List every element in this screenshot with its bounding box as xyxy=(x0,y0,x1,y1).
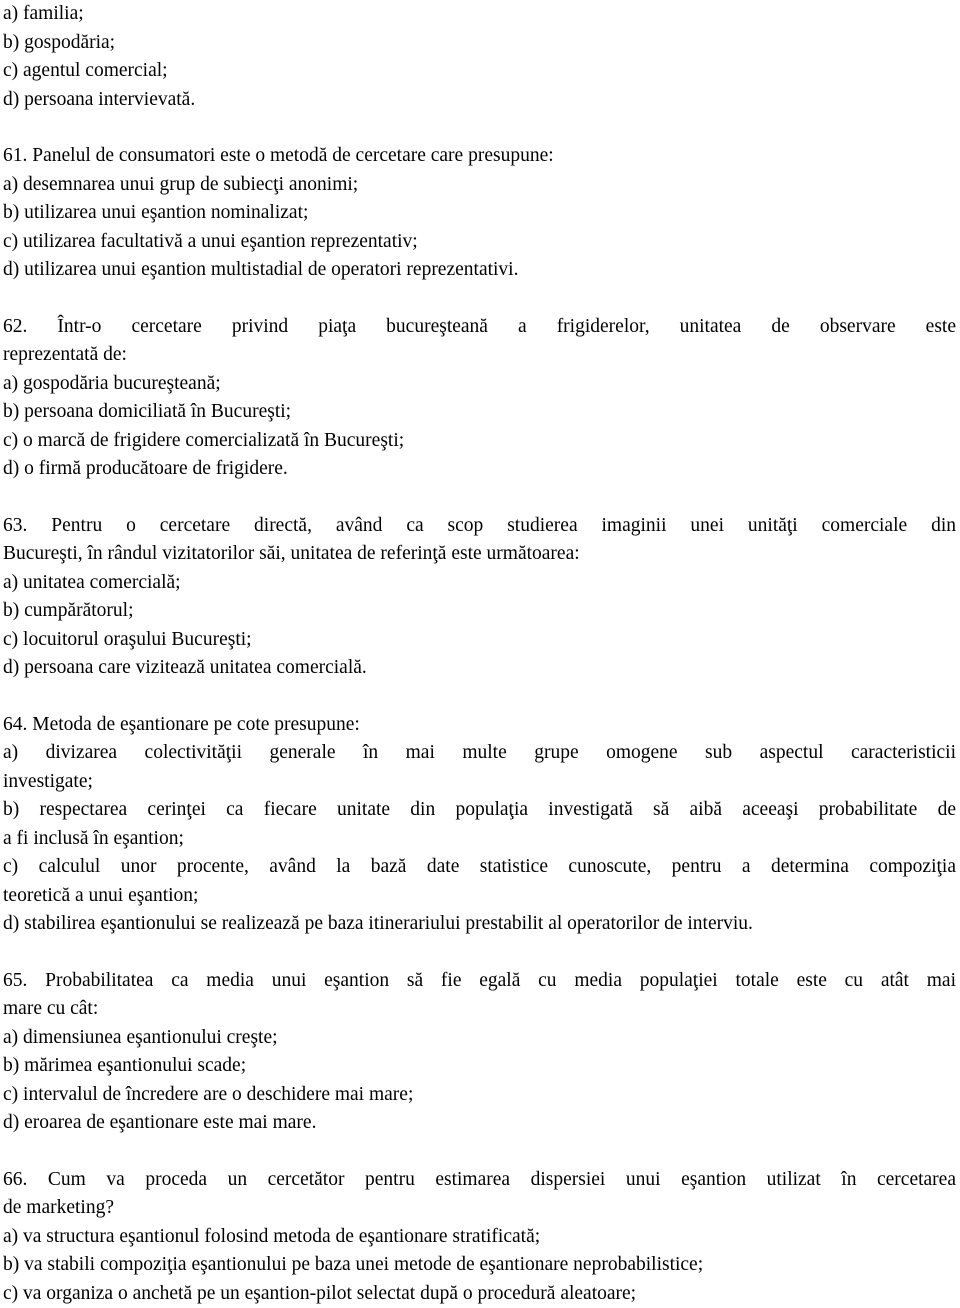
paragraph-gap xyxy=(3,484,956,512)
text-line: b) mărimea eşantionului scade; xyxy=(3,1052,956,1081)
text-line: reprezentată de: xyxy=(3,341,956,370)
text-line: a) dimensiunea eşantionului creşte; xyxy=(3,1024,956,1053)
text-line: a) va structura eşantionul folosind metoda de eşantionare stratificată; xyxy=(3,1223,956,1252)
paragraph-gap xyxy=(3,1138,956,1166)
question-text-line: 65. Probabilitatea ca media unui eşantion să fie egală cu media populaţiei totale este cu atât mai xyxy=(3,967,956,996)
text-line: a fi inclusă în eşantion; xyxy=(3,825,956,854)
text-line: c) intervalul de încredere are o deschidere mai mare; xyxy=(3,1081,956,1110)
text-line: c) utilizarea facultativă a unui eşantion reprezentativ; xyxy=(3,228,956,257)
text-line: de marketing? xyxy=(3,1194,956,1223)
text-line: teoretică a unui eşantion; xyxy=(3,882,956,911)
paragraph-gap xyxy=(3,683,956,711)
question-text-line: 66. Cum va proceda un cercetător pentru estimarea dispersiei unui eşantion utilizat în cercetarea xyxy=(3,1166,956,1195)
question-block xyxy=(3,142,956,285)
question-block xyxy=(3,0,956,114)
question-text-line: 64. Metoda de eşantionare pe cote presupune: xyxy=(3,711,956,740)
text-line: c) va organiza o anchetă pe un eşantion-pilot selectat după o procedură aleatoare; xyxy=(3,1280,956,1308)
question-block xyxy=(3,1166,956,1308)
question-text-line: a) familia; xyxy=(3,0,956,29)
text-line: d) persoana care vizitează unitatea comercială. xyxy=(3,654,956,683)
text-line: a) desemnarea unui grup de subiecţi anonimi; xyxy=(3,171,956,200)
text-line: c) locuitorul oraşului Bucureşti; xyxy=(3,626,956,655)
question-block xyxy=(3,512,956,683)
text-line: b) cumpărătorul; xyxy=(3,597,956,626)
question-text-line: 62. Într-o cercetare privind piaţa bucureşteană a frigiderelor, unitatea de observare este xyxy=(3,313,956,342)
text-line: c) agentul comercial; xyxy=(3,57,956,86)
text-line: c) calculul unor procente, având la bază date statistice cunoscute, pentru a determina compoziţia xyxy=(3,853,956,882)
document-page xyxy=(3,0,956,1308)
text-line: b) respectarea cerinţei ca fiecare unitate din populaţia investigată să aibă aceeaşi probabilitate de xyxy=(3,796,956,825)
text-line: b) persoana domiciliată în Bucureşti; xyxy=(3,398,956,427)
text-line: investigate; xyxy=(3,768,956,797)
text-line: Bucureşti, în rândul vizitatorilor săi, unitatea de referinţă este următoarea: xyxy=(3,540,956,569)
question-text-line: 61. Panelul de consumatori este o metodă de cercetare care presupune: xyxy=(3,142,956,171)
paragraph-gap xyxy=(3,114,956,142)
question-block xyxy=(3,313,956,484)
text-line: d) o firmă producătoare de frigidere. xyxy=(3,455,956,484)
question-block xyxy=(3,711,956,939)
question-block xyxy=(3,967,956,1138)
text-line: a) unitatea comercială; xyxy=(3,569,956,598)
text-line: b) va stabili compoziţia eşantionului pe baza unei metode de eşantionare neprobabilistice; xyxy=(3,1251,956,1280)
text-line: d) eroarea de eşantionare este mai mare. xyxy=(3,1109,956,1138)
question-text-line: 63. Pentru o cercetare directă, având ca scop studierea imaginii unei unităţi comerciale din xyxy=(3,512,956,541)
text-line: a) divizarea colectivităţii generale în mai multe grupe omogene sub aspectul caracteristicii xyxy=(3,739,956,768)
paragraph-gap xyxy=(3,285,956,313)
text-line: d) utilizarea unui eşantion multistadial de operatori reprezentativi. xyxy=(3,256,956,285)
text-line: a) gospodăria bucureşteană; xyxy=(3,370,956,399)
text-line: d) persoana intervievată. xyxy=(3,86,956,115)
text-line: mare cu cât: xyxy=(3,995,956,1024)
text-line: c) o marcă de frigidere comercializată în Bucureşti; xyxy=(3,427,956,456)
text-line: d) stabilirea eşantionului se realizează pe baza itinerariului prestabilit al operatorilor de interviu. xyxy=(3,910,956,939)
paragraph-gap xyxy=(3,939,956,967)
text-line: b) gospodăria; xyxy=(3,29,956,58)
text-line: b) utilizarea unui eşantion nominalizat; xyxy=(3,199,956,228)
